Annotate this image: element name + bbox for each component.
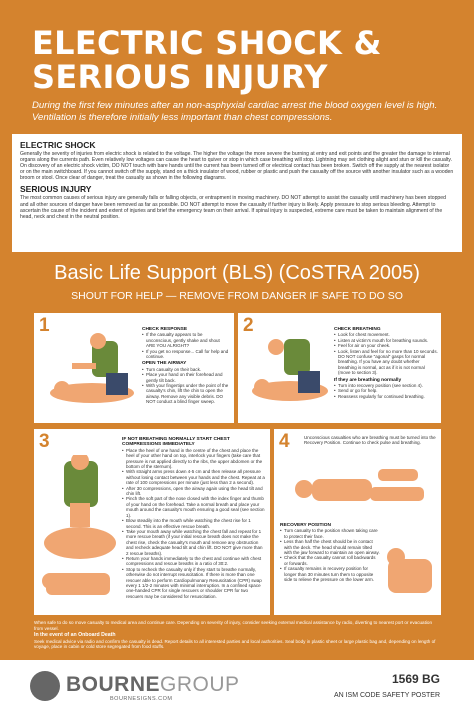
poster-tagline: AN ISM CODE SAFETY POSTER (333, 692, 440, 699)
step-4-item: • Less than half the chest should be in contact with the deck. The head should remain tilted with the jaw forward to maintain an open airway. (280, 539, 380, 555)
poster-code: 1569 BG (391, 672, 440, 686)
recovery-position-illustration (282, 459, 432, 519)
recovery-closeup-illustration (382, 539, 438, 609)
step-1-item: • If you get no response... Call for help and continue. (142, 349, 230, 360)
breathing-normally-heading: If they are breathing normally (334, 377, 402, 383)
step-1-item: • Place your hand on their forehead and gently tilt back. (142, 372, 230, 383)
bourne-logo-icon (30, 671, 60, 701)
step-3-text (122, 435, 266, 599)
step-4-text (280, 521, 380, 582)
step-3-panel (34, 429, 270, 615)
step-2-item: • Listen at victim's mouth for breathing sounds. (334, 338, 438, 343)
step-2-item: • Look, listen and feel for no more than 10 seconds. DO NOT confuse "agonal" gasps for normal breathing. If you have any doubt whether breathing is normal, act as if it is not normal (move to section 3). (334, 349, 438, 376)
recovery-intro: Unconscious casualties who are breathing must be turned into the Recovery Position. Continue to check pulse and breathing. (304, 435, 436, 446)
step-2-item: • Send or go for help. (334, 388, 438, 393)
step-2-item: • Feel for air on your cheek. (334, 343, 438, 348)
bls-title: Basic Life Support (BLS) (CoSTRA 2005) (54, 262, 420, 284)
title-line-2: SERIOUS INJURY (32, 58, 328, 96)
poster-title (32, 26, 452, 94)
step-1-item: • With your fingertips under the point of the casualty's chin, lift the chin to open the airway. Remove any visible debris. DO NOT conduct a blind finger sweep. (142, 383, 230, 405)
brand-part-a: BOURNE (66, 673, 161, 696)
step-2-item: • Reassess regularly for continued breathing. (334, 394, 438, 399)
step-3-item: • Pinch the soft part of the nose closed with the index finger and thumb of your hand on the forehead. Take a normal breath and place your mouth around the casualty's mouth ensuring a good seal (see section 1). (122, 496, 266, 518)
footer (0, 660, 474, 711)
title-line-1: ELECTRIC SHOCK & (32, 24, 382, 62)
step-4-item: • Check that the casualty cannot roll backwards or forwards. (280, 555, 380, 566)
step-number: 2 (243, 315, 254, 336)
serious-injury-heading: SERIOUS INJURY (20, 184, 92, 195)
step-number: 3 (39, 431, 50, 452)
chest-compression-illustration (40, 455, 120, 607)
electric-shock-text: Generally the severity of injuries from electric shock is related to the voltage. The higher the voltage the more severe the burning at entry and exit points and the greater the damage to internal organs along the currents path. Even relatively low voltages can cause the heart to quiver or stop in which case breathing will stop. Lightning may set clothing alight and stun or kill the casualty. On discovery of an electric shock victim, DO NOT touch with bare hands until the current has been turned off or electrical contact has been broken. Switch off the supply at the nearest isolator or on the main switchboard. If you cannot switch off the supply, stand on a thick insulator of wood, rubber or plastic and push the casualty off the source with another insulator such as a wooden broom or stool. Once clear of danger, treat the casualty as shown in the following diagrams. (20, 151, 454, 182)
onboard-death-text: Seek medical advice via radio and confirm the casualty is dead. Report details to all interested parties and local authorities. Seal body in plastic sheet or large plastic bag and, depending on length of voyage, place in cabin or cold store segregated from food stuffs. (34, 638, 436, 649)
check-response-heading: CHECK RESPONSE (142, 327, 188, 332)
check-response-illustration (44, 333, 136, 415)
step-3-item: • Take your mouth away while watching the chest fall and repeat for 1 more rescue breath (if your initial rescue breath does not make the chest rise, check the casualty's mouth and remove any obstruction and recheck adequate head tilt and chin lift. DO NOT give more than 2 rescue breaths). (122, 529, 266, 556)
step-3-item: • With straight arms press down 4-5 cm and then release all pressure without losing contact between your hands and the chest. Repeat at a rate of 100 compressions per minute (just less than 2 a second). (122, 469, 266, 485)
check-breathing-illustration (246, 333, 332, 415)
step-1-item: • If the casualty appears to be unconscious, gently shake and shout ARE YOU ALRIGHT? (142, 332, 230, 348)
step-2-panel (238, 313, 441, 423)
step-3-item: • Place the heel of one hand in the centre of the chest and place the heel of your other hand on top, interlock your fingers (take care that pressure is not applied directly to the ribs, the upper abdomen or the bottom of the sternum). (122, 448, 266, 470)
step-1-item: • Turn casualty on their back. (142, 367, 230, 372)
aftercare-text: When safe to do so move casualty to medical area and continue care. Depending on severity of injury, consider seeking external medical assistance by radio, diverting to nearest port or evacuation from vessel. (34, 620, 433, 631)
bls-subtitle: SHOUT FOR HELP — REMOVE FROM DANGER IF SAFE TO DO SO (71, 290, 403, 302)
serious-injury-text: The most common causes of serious injury are generally falls or falling objects, or entrapment in moving machinery. DO NOT attempt to assist the casualty until machinery has been stopped and all other sources of danger have been removed as far as possible. DO NOT attempt to move the casualty if further injury is likely. Apply pressure to stop serious bleeding. Attempt to ascertain the cause of the incident and extent of injuries and brief the emergency team on their arrival. If spinal injury is suspected, extreme care must be taken to maintain alignment of the head, neck and chest in the neutral position. (20, 195, 446, 220)
step-3-item: • Blow steadily into the mouth while watching the chest rise for 1 second. This is an effective rescue breath. (122, 518, 266, 529)
onboard-death-heading: In the event of an Onboard Death (34, 632, 116, 638)
step-3-item: • Return your hands immediately to the chest and continue with chest compressions and rescue breaths in a ratio of 30:2. (122, 556, 266, 567)
brand-name (66, 673, 240, 697)
step-3-item: • Stop to recheck the casualty only if they start to breathe normally, otherwise do not interrupt resuscitation. If there is more than one rescuer able to perform Cardiopulmonary Resuscitation (CPR) swap every 1 1/2-2 minutes with minimal interruption. In a confined space one-handed CPR for single rescuers or shoulder CPR for two rescuers may be considered for resuscitation. (122, 567, 266, 599)
info-box (12, 134, 462, 252)
step-number: 4 (279, 431, 290, 452)
step-2-item: • Look for chest movement. (334, 332, 438, 337)
step-1-panel (34, 313, 234, 423)
aftercare-notes (34, 620, 441, 650)
brand-url: BOURNESIGNS.COM (110, 696, 173, 702)
check-breathing-heading: CHECK BREATHING (334, 327, 381, 332)
step-number: 1 (39, 315, 50, 336)
electric-shock-heading: ELECTRIC SHOCK (20, 140, 96, 150)
step-4-item: • Turn casualty to the position shown taking care to protect their face. (280, 528, 380, 539)
brand-part-b: GROUP (160, 673, 240, 696)
step-2-item: • Turn into recovery position (see section 4). (334, 383, 438, 388)
step-3-item: • After 30 compressions, open the airway again using the head tilt and chin lift. (122, 486, 266, 497)
step-4-item: • If casualty remains in recovery position for longer than 30 minutes turn them to opposite side to relieve the pressure on the lower arm. (280, 566, 380, 582)
step-4-panel (274, 429, 441, 615)
recovery-position-heading: RECOVERY POSITION (280, 523, 331, 528)
chest-compressions-heading: IF NOT BREATHING NORMALLY START CHEST COMPRESSIONS IMMEDIATELY (122, 437, 230, 448)
step-1-text (142, 325, 230, 405)
intro-text: During the first few minutes after an non-asphyxial cardiac arrest the blood oxygen level is high. Ventilation is therefore initially less important than chest compressions. (32, 100, 438, 123)
open-airway-heading: OPEN THE AIRWAY (142, 361, 187, 367)
step-2-text (334, 325, 438, 399)
